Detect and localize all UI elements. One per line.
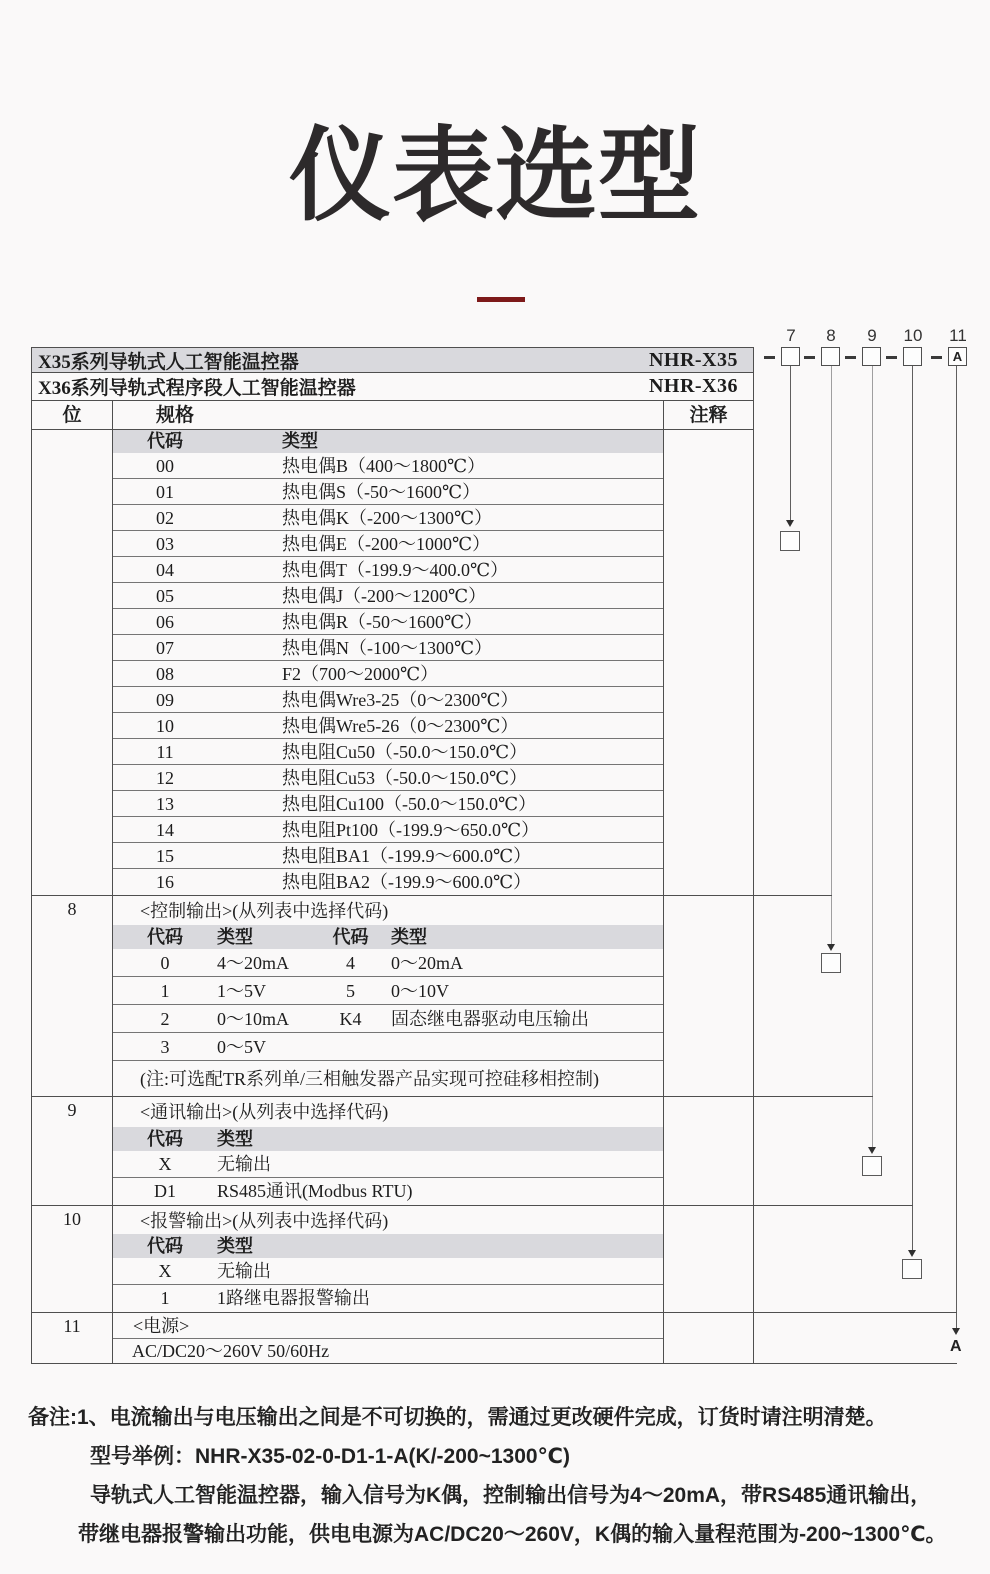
table-row: 03 热电偶E（-200～1000℃） xyxy=(113,531,663,557)
target-label-a: A xyxy=(950,1338,962,1355)
order-box-10 xyxy=(903,347,922,366)
header-spec: 规格 xyxy=(113,401,664,429)
table-row: 2 0～10mA K4 固态继电器驱动电压输出 xyxy=(113,1005,663,1033)
arrow-down-icon xyxy=(908,1250,916,1257)
comm-title: <通讯输出>(从列表中选择代码) xyxy=(140,1102,389,1122)
extension-line-10 xyxy=(754,1205,913,1206)
leader-line-9 xyxy=(872,366,873,1147)
table-row: 14 热电阻Pt100（-199.9～650.0℃） xyxy=(113,817,663,843)
table-row: 0 4～20mA 4 0～20mA xyxy=(113,949,663,977)
section-alarm-output xyxy=(32,1206,753,1313)
product-name-x35: X35系列导轨式人工智能温控器 xyxy=(38,351,299,373)
title-accent-dash xyxy=(477,297,525,302)
footnote-line-4: 带继电器报警输出功能，供电电源为AC/DC20～260V，K偶的输入量程范围为-200~1300℃。 xyxy=(78,1523,947,1546)
dash-separator xyxy=(804,356,815,359)
product-row-x36 xyxy=(32,373,753,401)
table-row: 13 热电阻Cu100（-50.0～150.0℃） xyxy=(113,791,663,817)
control-note: (注:可选配TR系列单/三相触发器产品实现可控硅移相控制) xyxy=(140,1069,599,1089)
table-row: 06 热电偶R（-50～1600℃） xyxy=(113,609,663,635)
table-row: 15 热电阻BA1（-199.9～600.0℃） xyxy=(113,843,663,869)
input-band-type-label: 类型 xyxy=(282,431,318,451)
table-row: 1 1路继电器报警输出 xyxy=(160,1288,370,1308)
arrow-down-icon xyxy=(786,520,794,527)
extension-line-8 xyxy=(754,895,832,896)
section-control-output xyxy=(32,896,753,1097)
table-row: 09 热电偶Wre3-25（0～2300℃） xyxy=(113,687,663,713)
table-row: 08 F2（700～2000℃） xyxy=(113,661,663,687)
dash-separator xyxy=(764,356,775,359)
arrow-down-icon xyxy=(952,1328,960,1335)
note-cell xyxy=(664,1097,753,1205)
product-name-x36: X36系列导轨式程序段人工智能温控器 xyxy=(38,378,356,399)
target-box-7 xyxy=(780,531,800,551)
note-cell xyxy=(664,1313,753,1363)
extension-line-11 xyxy=(754,1312,957,1313)
footnote-line-1: 备注:1、电流输出与电压输出之间是不可切换的，需通过更改硬件完成，订货时请注明清楚。 xyxy=(28,1406,887,1429)
note-cell xyxy=(664,896,753,1096)
input-band-header xyxy=(113,430,663,453)
table-row: 04 热电偶T（-199.9～400.0℃） xyxy=(113,557,663,583)
table-row: D1 RS485通讯(Modbus RTU) xyxy=(154,1181,413,1201)
table-row: 3 0～5V xyxy=(113,1033,663,1061)
table-row: X 无输出 xyxy=(113,1151,663,1178)
order-box-7 xyxy=(781,347,800,366)
section-control-wei: 8 xyxy=(32,896,113,1096)
table-row: 00 热电偶B（400～1800℃） xyxy=(113,453,663,479)
section-input-wei xyxy=(32,430,113,895)
table-header-row xyxy=(32,401,753,430)
footnote-line-2: 型号举例：NHR-X35-02-0-D1-1-A(K/-200~1300℃) xyxy=(90,1445,570,1468)
product-model-x35: NHR-X35 xyxy=(648,348,738,371)
section-alarm-wei: 10 xyxy=(32,1206,113,1312)
alarm-title: <报警输出>(从列表中选择代码) xyxy=(140,1211,389,1231)
product-model-x36: NHR-X36 xyxy=(648,375,738,397)
table-row: 01 热电偶S（-50～1600℃） xyxy=(113,479,663,505)
control-band-header: 代码 类型 代码 类型 xyxy=(113,925,663,949)
arrow-down-icon xyxy=(827,944,835,951)
digit-8: 8 xyxy=(826,326,836,345)
table-row: 12 热电阻Cu53（-50.0～150.0℃） xyxy=(113,765,663,791)
digit-10: 10 xyxy=(903,326,923,345)
dash-separator xyxy=(845,356,856,359)
order-box-11-a: A xyxy=(948,347,967,366)
target-box-10 xyxy=(902,1259,922,1279)
table-row: 07 热电偶N（-100～1300℃） xyxy=(113,635,663,661)
page-title: 仪表选型 xyxy=(289,119,701,233)
extension-line-9 xyxy=(754,1096,873,1097)
dash-separator xyxy=(931,356,942,359)
leader-line-11 xyxy=(956,366,957,1328)
arrow-down-icon xyxy=(868,1147,876,1154)
table-row: 1 1～5V 5 0～10V xyxy=(113,977,663,1005)
note-cell xyxy=(664,1206,753,1312)
table-row: 02 热电偶K（-200～1300℃） xyxy=(113,505,663,531)
table-row: 11 热电阻Cu50（-50.0～150.0℃） xyxy=(113,739,663,765)
table-row: 16 热电阻BA2（-199.9～600.0℃） xyxy=(156,872,532,892)
section-power-wei: 11 xyxy=(32,1313,113,1363)
digit-9: 9 xyxy=(867,326,877,345)
power-title: <电源> xyxy=(113,1313,663,1339)
selection-table xyxy=(31,347,754,1364)
target-box-9 xyxy=(862,1156,882,1176)
header-note: 注释 xyxy=(689,405,728,426)
input-band-code-label: 代码 xyxy=(147,431,183,451)
leader-line-7 xyxy=(790,366,791,520)
order-box-9 xyxy=(862,347,881,366)
footnotes xyxy=(28,1398,978,1554)
leader-line-8 xyxy=(831,366,832,944)
section-comm-wei: 9 xyxy=(32,1097,113,1205)
note-cell xyxy=(664,430,753,895)
digit-7: 7 xyxy=(786,326,796,345)
header-wei: 位 xyxy=(32,401,113,429)
table-row: 05 热电偶J（-200～1200℃） xyxy=(113,583,663,609)
comm-band-header: 代码 类型 xyxy=(113,1127,663,1151)
footnote-line-3: 导轨式人工智能温控器，输入信号为K偶，控制输出信号为4～20mA，带RS485通讯输出， xyxy=(90,1484,932,1507)
section-input-signal xyxy=(32,430,753,896)
control-title: <控制输出>(从列表中选择代码) xyxy=(140,901,389,921)
section-power xyxy=(32,1313,753,1363)
power-value: AC/DC20～260V 50/60Hz xyxy=(132,1341,330,1361)
section-comm-output xyxy=(32,1097,753,1206)
product-row-x35 xyxy=(32,348,753,373)
table-row: 10 热电偶Wre5-26（0～2300℃） xyxy=(113,713,663,739)
target-box-8 xyxy=(821,953,841,973)
dash-separator xyxy=(886,356,897,359)
table-row: X 无输出 xyxy=(113,1258,663,1285)
digit-11: 11 xyxy=(949,326,967,345)
alarm-band-header: 代码 类型 xyxy=(113,1234,663,1258)
extension-line-bottom xyxy=(754,1363,957,1364)
leader-line-10 xyxy=(912,366,913,1250)
order-box-8 xyxy=(821,347,840,366)
